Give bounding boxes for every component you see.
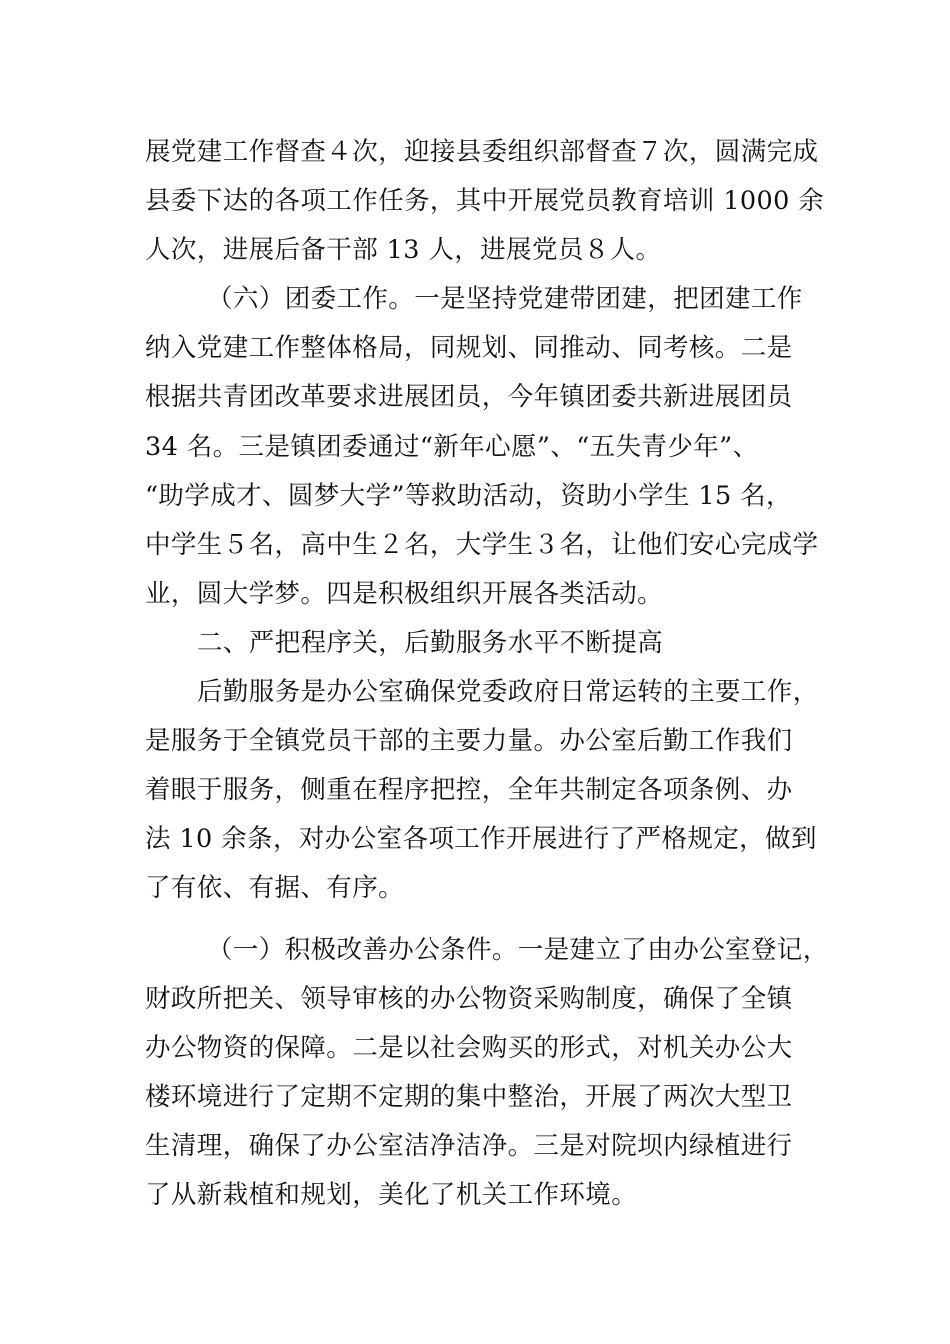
text-line: 纳入党建工作整体格局，同规划、同推动、同考核。二是: [145, 333, 793, 364]
text-line: 着眼于服务，侧重在程序把控，全年共制定各项条例、办: [145, 775, 793, 806]
text-line: 县委下达的各项工作任务，其中开展党员教育培训 1000 余: [145, 186, 825, 217]
section-heading-logistics: [145, 619, 835, 668]
paragraph-party-building-summary: [145, 128, 835, 275]
text-line: 中学生５名，高中生２名，大学生３名，让他们安心完成学: [145, 529, 819, 560]
text-line: 法 10 余条，对办公室各项工作开展进行了严格规定，做到: [145, 824, 817, 855]
text-line: （六）团委工作。一是坚持党建带团建，把团建工作: [207, 284, 803, 315]
text-line: 后勤服务是办公室确保党委政府日常运转的主要工作，: [197, 677, 819, 708]
text-line: 展党建工作督查４次，迎接县委组织部督查７次，圆满完成: [145, 137, 819, 167]
text-line: 业，圆大学梦。四是积极组织开展各类活动。: [145, 578, 664, 609]
text-line: 34 名。三是镇团委通过“新年心愿”、“五失青少年”、: [145, 431, 759, 462]
text-line: “助学成才、圆梦大学”等救助活动，资助小学生 15 名，: [145, 480, 792, 511]
paragraph-logistics-service: [145, 668, 835, 913]
text-line: 了有依、有据、有序。: [145, 873, 405, 904]
text-line: 了从新栽植和规划，美化了机关工作环境。: [145, 1179, 638, 1210]
text-line: 财政所把关、领导审核的办公物资采购制度，确保了全镇: [145, 983, 793, 1014]
text-line: 楼环境进行了定期不定期的集中整治，开展了两次大型卫: [145, 1081, 793, 1112]
text-line: （一）积极改善办公条件。一是建立了由办公室登记，: [207, 934, 829, 965]
text-line: 是服务于全镇党员干部的主要力量。办公室后勤工作我们: [145, 726, 793, 757]
document-body: [145, 128, 835, 1220]
text-line: 根据共青团改革要求进展团员，今年镇团委共新进展团员: [145, 382, 793, 413]
section-heading-text: 二、严把程序关，后勤服务水平不断提高: [197, 627, 664, 658]
paragraph-office-conditions: [145, 926, 835, 1221]
text-line: 生清理，确保了办公室洁净洁净。三是对院坝内绿植进行: [145, 1130, 793, 1161]
text-line: 办公物资的保障。二是以社会购买的形式，对机关办公大: [145, 1032, 793, 1063]
text-line: 人次，进展后备干部 13 人，进展党员８人。: [145, 235, 662, 266]
paragraph-youth-league-work: [145, 275, 835, 619]
